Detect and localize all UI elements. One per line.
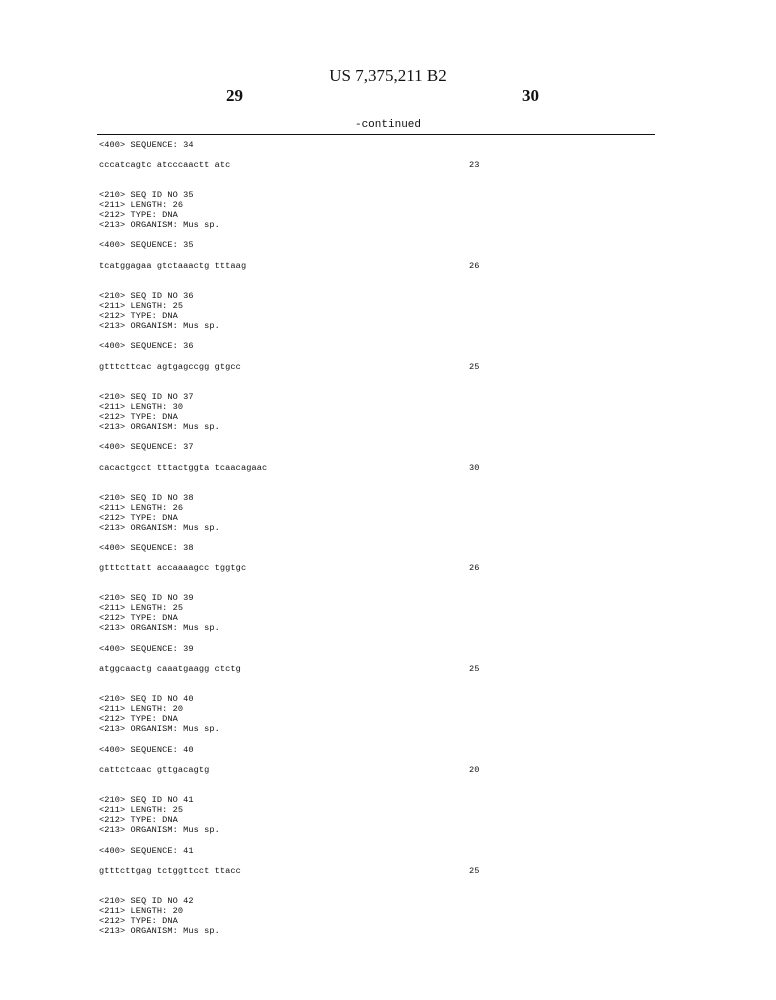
seq-id-line: <210> SEQ ID NO 42 bbox=[99, 896, 194, 906]
sequence-heading: <400> SEQUENCE: 39 bbox=[99, 644, 194, 654]
sequence-text: cattctcaac gttgacagtg bbox=[99, 765, 210, 775]
sequence-text: gtttcttgag tctggttcct ttacc bbox=[99, 866, 241, 876]
page-number-right: 30 bbox=[522, 86, 539, 105]
type-line: <212> TYPE: DNA bbox=[99, 210, 178, 220]
page-number-left: 29 bbox=[226, 86, 243, 105]
organism-line: <213> ORGANISM: Mus sp. bbox=[99, 926, 220, 936]
length-line: <211> LENGTH: 25 bbox=[99, 805, 184, 815]
seq-id-line: <210> SEQ ID NO 39 bbox=[99, 593, 194, 603]
sequence-text: gtttcttcac agtgagccgg gtgcc bbox=[99, 362, 241, 372]
sequence-text: atggcaactg caaatgaagg ctctg bbox=[99, 664, 241, 674]
seq-id-line: <210> SEQ ID NO 38 bbox=[99, 493, 194, 503]
organism-line: <213> ORGANISM: Mus sp. bbox=[99, 825, 220, 835]
length-line: <211> LENGTH: 25 bbox=[99, 301, 184, 311]
type-line: <212> TYPE: DNA bbox=[99, 916, 178, 926]
type-line: <212> TYPE: DNA bbox=[99, 613, 178, 623]
sequence-heading: <400> SEQUENCE: 41 bbox=[99, 846, 194, 856]
organism-line: <213> ORGANISM: Mus sp. bbox=[99, 623, 220, 633]
sequence-length: 26 bbox=[469, 563, 480, 573]
seq-id-line: <210> SEQ ID NO 40 bbox=[99, 694, 194, 704]
length-line: <211> LENGTH: 20 bbox=[99, 906, 184, 916]
seq-id-line: <210> SEQ ID NO 35 bbox=[99, 190, 194, 200]
type-line: <212> TYPE: DNA bbox=[99, 714, 178, 724]
sequence-length: 25 bbox=[469, 664, 480, 674]
type-line: <212> TYPE: DNA bbox=[99, 815, 178, 825]
length-line: <211> LENGTH: 26 bbox=[99, 503, 184, 513]
seq-id-line: <210> SEQ ID NO 37 bbox=[99, 392, 194, 402]
header-rule bbox=[97, 134, 655, 135]
type-line: <212> TYPE: DNA bbox=[99, 311, 178, 321]
sequence-heading: <400> SEQUENCE: 37 bbox=[99, 442, 194, 452]
length-line: <211> LENGTH: 25 bbox=[99, 603, 184, 613]
sequence-heading: <400> SEQUENCE: 34 bbox=[99, 140, 194, 150]
sequence-heading: <400> SEQUENCE: 40 bbox=[99, 745, 194, 755]
length-line: <211> LENGTH: 26 bbox=[99, 200, 184, 210]
type-line: <212> TYPE: DNA bbox=[99, 412, 178, 422]
organism-line: <213> ORGANISM: Mus sp. bbox=[99, 422, 220, 432]
sequence-heading: <400> SEQUENCE: 38 bbox=[99, 543, 194, 553]
sequence-heading: <400> SEQUENCE: 36 bbox=[99, 341, 194, 351]
sequence-text: cccatcagtc atcccaactt atc bbox=[99, 160, 231, 170]
sequence-text: cacactgcct tttactggta tcaacagaac bbox=[99, 463, 268, 473]
sequence-text: gtttcttatt accaaaagcc tggtgc bbox=[99, 563, 247, 573]
sequence-length: 25 bbox=[469, 362, 480, 372]
sequence-length: 20 bbox=[469, 765, 480, 775]
type-line: <212> TYPE: DNA bbox=[99, 513, 178, 523]
organism-line: <213> ORGANISM: Mus sp. bbox=[99, 321, 220, 331]
sequence-length: 26 bbox=[469, 261, 480, 271]
organism-line: <213> ORGANISM: Mus sp. bbox=[99, 523, 220, 533]
seq-id-line: <210> SEQ ID NO 36 bbox=[99, 291, 194, 301]
patent-number: US 7,375,211 B2 bbox=[329, 66, 447, 85]
organism-line: <213> ORGANISM: Mus sp. bbox=[99, 220, 220, 230]
sequence-heading: <400> SEQUENCE: 35 bbox=[99, 240, 194, 250]
organism-line: <213> ORGANISM: Mus sp. bbox=[99, 724, 220, 734]
length-line: <211> LENGTH: 20 bbox=[99, 704, 184, 714]
sequence-length: 23 bbox=[469, 160, 480, 170]
sequence-text: tcatggagaa gtctaaactg tttaag bbox=[99, 261, 247, 271]
sequence-length: 30 bbox=[469, 463, 480, 473]
sequence-length: 25 bbox=[469, 866, 480, 876]
seq-id-line: <210> SEQ ID NO 41 bbox=[99, 795, 194, 805]
length-line: <211> LENGTH: 30 bbox=[99, 402, 184, 412]
continued-label: -continued bbox=[354, 119, 421, 131]
